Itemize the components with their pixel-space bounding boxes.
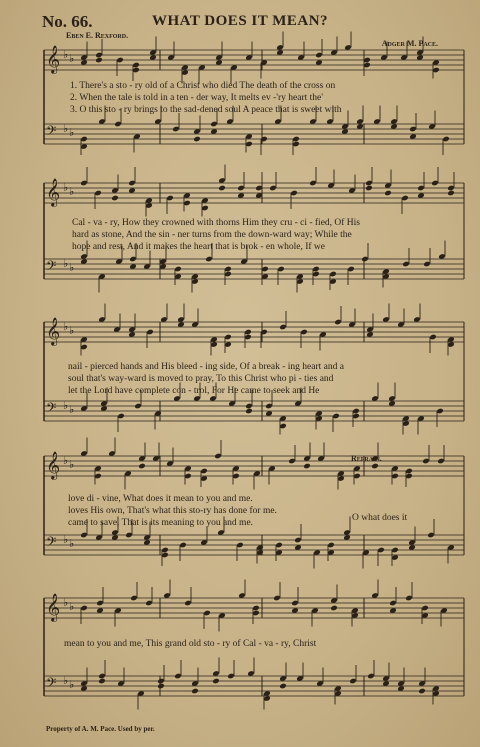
note-head	[447, 190, 455, 197]
lyric-line: hope and rest, And it makes the heart that is brok - en whole, If we	[72, 242, 325, 252]
note-head	[218, 185, 226, 192]
flat-icon: ♭	[69, 458, 75, 471]
flat-icon: ♭	[69, 403, 75, 416]
lyric-line: 2. When the tale is told in a ten - der way, It melts ev -'ry heart the'	[70, 93, 323, 103]
bass-clef-icon: 𝄢	[46, 258, 57, 277]
lyric-line: Cal - va - ry, How they crowned with thorns Him they cru - ci - fied, Of His	[72, 218, 361, 228]
bass-clef-icon: 𝄢	[46, 400, 57, 419]
treble-clef-icon: 𝄞	[46, 45, 61, 73]
composer-credit: Adger M. Pace.	[381, 39, 438, 48]
hymn-number: No. 66.	[42, 12, 93, 31]
treble-clef-icon: 𝄞	[46, 451, 61, 479]
note-head	[138, 463, 146, 470]
hymn-title: WHAT DOES IT MEAN?	[151, 13, 329, 29]
flat-icon: ♭	[63, 122, 69, 135]
note-head	[212, 678, 220, 685]
bass-clef-icon: 𝄢	[46, 534, 57, 553]
flat-icon: ♭	[63, 320, 69, 333]
lyric-line-refrain: O what does it	[352, 513, 408, 523]
author-credit: Eben E. Rexford.	[66, 31, 129, 40]
lyric-line: love di - vine, What does it mean to you and me.	[68, 494, 253, 504]
flat-icon: ♭	[69, 678, 75, 691]
flat-icon: ♭	[63, 596, 69, 609]
lyric-line: loves His own, That's what this sto-ry has done for me.	[68, 506, 277, 516]
flat-icon: ♭	[69, 126, 75, 139]
bass-clef-icon: 𝄢	[46, 123, 57, 142]
flat-icon: ♭	[63, 533, 69, 546]
flat-icon: ♭	[63, 399, 69, 412]
note-head	[193, 136, 201, 143]
lyric-line: nail - pierced hands and His bleed - ing side, Of a break - ing heart and a	[68, 362, 344, 372]
note-head	[330, 605, 338, 612]
note-head	[303, 463, 311, 470]
treble-clef-icon: 𝄞	[46, 593, 61, 621]
note-head	[157, 683, 165, 690]
note-head	[245, 408, 253, 415]
flat-icon: ♭	[69, 261, 75, 274]
note-head	[111, 195, 119, 202]
note-head	[418, 688, 426, 695]
note-head	[384, 190, 392, 197]
note-head	[371, 463, 379, 470]
lyric-line: mean to you and me, This grand old sto - ry of Cal - va - ry, Christ	[64, 639, 317, 649]
flat-icon: ♭	[69, 185, 75, 198]
treble-clef-icon: 𝄞	[46, 178, 61, 206]
flat-icon: ♭	[69, 600, 75, 613]
copyright-notice: Property of A. M. Pace. Used by per.	[46, 725, 155, 733]
lyric-line: let the Lord have complete con - trol, For He came to seek and He	[68, 386, 320, 396]
lyric-line: hard as stone, And the sin - ner turns from the down-ward way; While the	[72, 230, 352, 240]
flat-icon: ♭	[63, 257, 69, 270]
lyric-line: 3. O this sto - ry brings to the sad-dened soul A peace that is sweet with	[70, 105, 342, 115]
note-head	[279, 683, 287, 690]
note-head	[98, 678, 106, 685]
note-head	[95, 57, 103, 64]
flat-icon: ♭	[69, 537, 75, 550]
treble-clef-icon: 𝄞	[46, 317, 61, 345]
flat-icon: ♭	[63, 674, 69, 687]
lyric-line: soul that's way-ward is moved to pray, To this Christ who pi - ties and	[68, 374, 334, 384]
bass-clef-icon: 𝄢	[46, 675, 57, 694]
lyric-line: 1. There's a sto - ry old of a Christ who died The death of the cross on	[70, 81, 336, 91]
note-head	[365, 185, 373, 192]
lyric-line: came to save, That is its meaning to you and me.	[68, 518, 254, 528]
flat-icon: ♭	[63, 48, 69, 61]
flat-icon: ♭	[69, 324, 75, 337]
flat-icon: ♭	[63, 181, 69, 194]
flat-icon: ♭	[63, 454, 69, 467]
note-head	[191, 688, 199, 695]
flat-icon: ♭	[69, 52, 75, 65]
refrain-label: Refrain.	[351, 454, 382, 463]
